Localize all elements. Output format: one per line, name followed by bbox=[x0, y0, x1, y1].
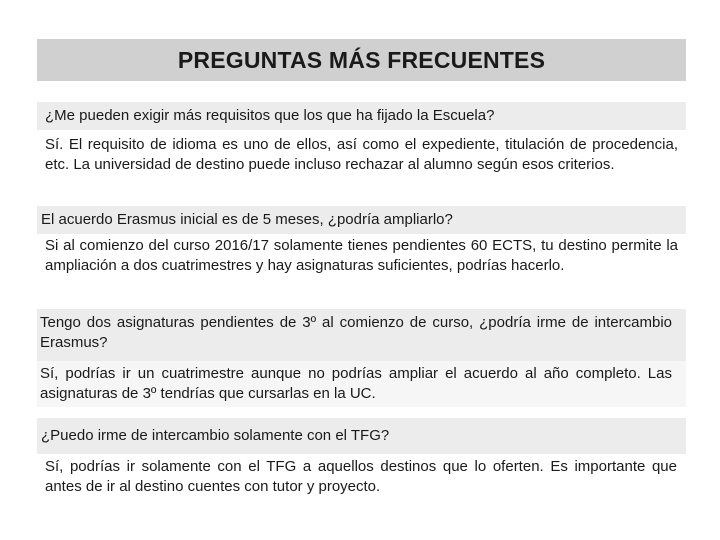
page-title-bar bbox=[37, 39, 686, 81]
faq-answer-4: Sí, podrías ir solamente con el TFG a aquellos destinos que lo oferten. Es importante que antes de ir al destino cuentes con tutor y proyecto. bbox=[45, 458, 677, 495]
faq-question-4: ¿Puedo irme de intercambio solamente con el TFG? bbox=[37, 418, 686, 454]
faq-answer-1: Sí. El requisito de idioma es uno de ellos, así como el expediente, titulación de procedencia, etc. La universidad de destino puede incluso rechazar al alumno según esos criterios. bbox=[45, 136, 678, 173]
faq-question-1: ¿Me pueden exigir más requisitos que los que ha fijado la Escuela? bbox=[37, 102, 686, 130]
page-title: PREGUNTAS MÁS FRECUENTES bbox=[177, 46, 546, 73]
faq-question-3: Tengo dos asignaturas pendientes de 3º al comienzo de curso, ¿podría irme de intercambio Erasmus? bbox=[37, 309, 686, 361]
faq-answer-3: Sí, podrías ir un cuatrimestre aunque no podrías ampliar el acuerdo al año completo. Las asignaturas de 3º tendrías que cursarlas en la UC. bbox=[37, 361, 686, 407]
faq-question-2: El acuerdo Erasmus inicial es de 5 meses, ¿podría ampliarlo? bbox=[37, 206, 686, 234]
faq-answer-2: Si al comienzo del curso 2016/17 solamente tienes pendientes 60 ECTS, tu destino permite la ampliación a dos cuatrimestres y hay asignaturas suficientes, podrías hacerlo. bbox=[45, 237, 678, 274]
